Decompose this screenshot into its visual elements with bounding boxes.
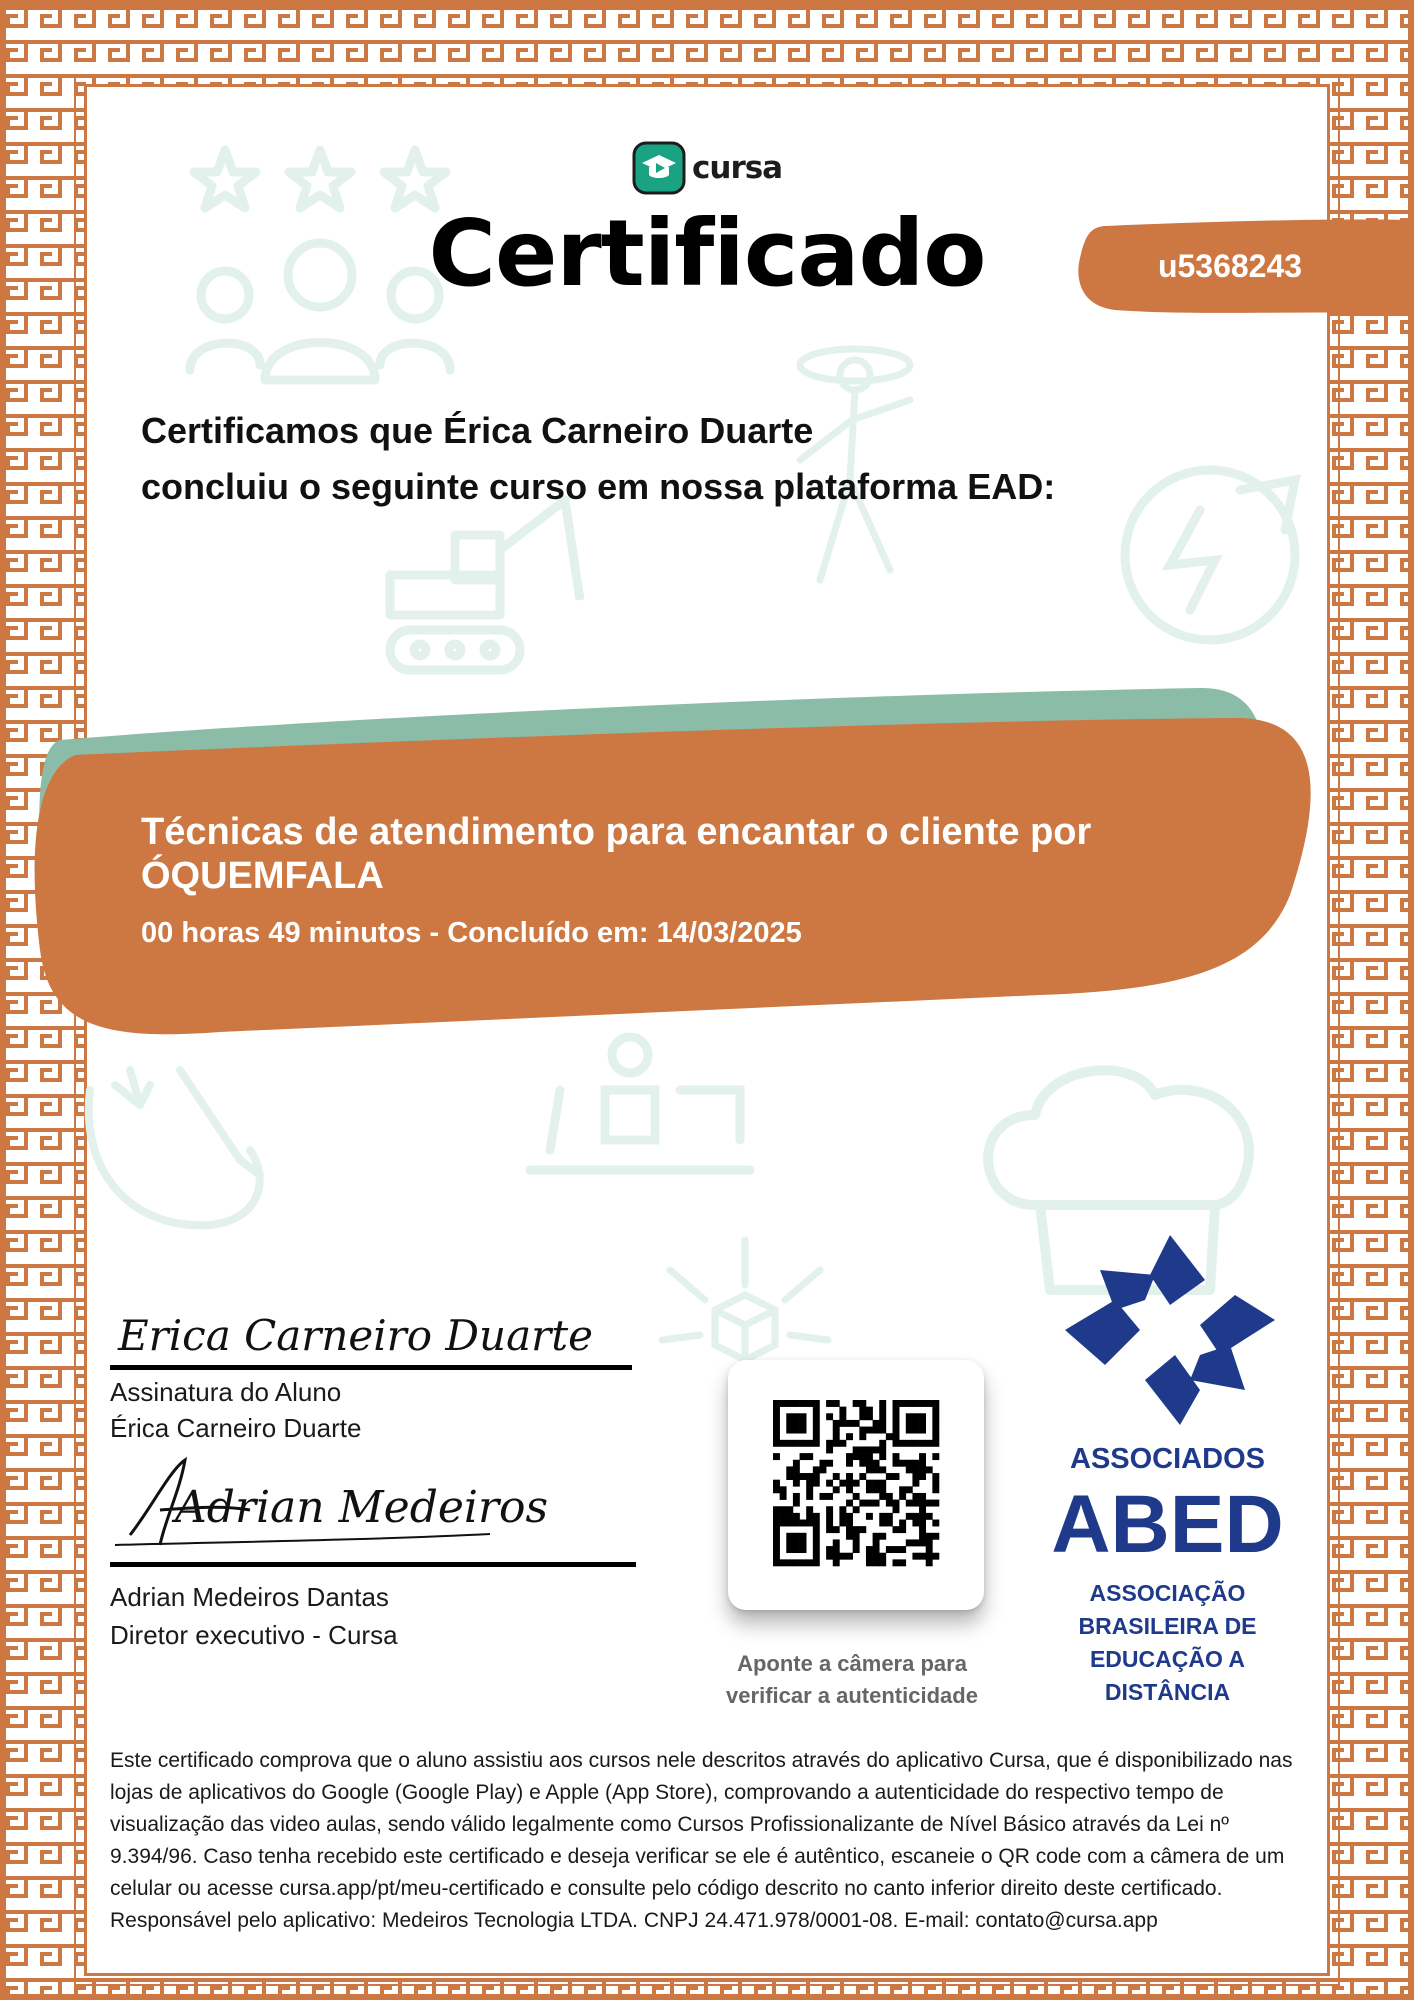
abed-line-2: BRASILEIRA DE bbox=[1078, 1613, 1257, 1639]
qr-code-card[interactable] bbox=[728, 1360, 984, 1610]
cursa-logo-icon bbox=[632, 141, 686, 195]
abed-acronym: ABED bbox=[1051, 1479, 1284, 1570]
director-role: Diretor executivo - Cursa bbox=[110, 1620, 398, 1650]
student-signature-line bbox=[110, 1365, 632, 1370]
certification-prefix: Certificamos que bbox=[141, 410, 444, 451]
footer-legal-text bbox=[110, 1745, 1310, 1937]
student-signature-label: Assinatura do Aluno bbox=[110, 1377, 342, 1407]
welder-watermark bbox=[70, 1030, 270, 1240]
certificate-title: Certificado bbox=[428, 200, 986, 307]
abed-line-1: ASSOCIAÇÃO bbox=[1089, 1580, 1246, 1606]
abed-line-4: DISTÂNCIA bbox=[1104, 1679, 1231, 1705]
abed-logo-icon bbox=[1060, 1230, 1280, 1430]
student-name: Érica Carneiro Duarte bbox=[443, 410, 814, 451]
qr-caption bbox=[700, 1648, 1004, 1712]
footer-responsible: Responsável pelo aplicativo: Medeiros Tecnologia LTDA. CNPJ 24.471.978/0001-08. E-mail: contato@cursa.app bbox=[110, 1909, 1158, 1932]
abed-line-3: EDUCAÇÃO A bbox=[1089, 1646, 1246, 1672]
course-duration-date: 00 horas 49 minutos - Concluído em: 14/03/2025 bbox=[141, 917, 802, 949]
footer-description: Este certificado comprova que o aluno assistiu aos cursos nele descritos através do aplicativo Cursa, que é disponibilizado nas lojas de aplicativos do Google (Google Play) e Apple (App Store), comprovando a autenticidade do respectivo tempo de visualização das video aulas, sendo válido legalmente como Cursos Profissionalizante de Nível Básico através da Lei nº 9.394/96. Caso tenha recebido este certificado e deseja verificar se ele é autêntico, escaneie o QR code com a câmera de um celular ou acesse cursa.app/pt/meu-certificado e consulte pelo código descrito no canto inferior direito deste certificado. bbox=[110, 1749, 1293, 1900]
worker-desk-watermark bbox=[520, 1030, 760, 1180]
electric-tools-watermark bbox=[1110, 450, 1320, 650]
brand-name: cursa bbox=[692, 150, 783, 186]
director-signature bbox=[110, 1450, 549, 1560]
student-signature bbox=[110, 1290, 593, 1370]
certification-statement bbox=[141, 410, 813, 452]
qr-code-icon bbox=[773, 1400, 939, 1566]
qr-caption-line-1: Aponte a câmera para bbox=[737, 1651, 967, 1676]
qr-caption-line-2: verificar a autenticidade bbox=[726, 1683, 978, 1708]
svg-text:Adrian Medeiros: Adrian Medeiros bbox=[175, 1482, 549, 1533]
cursa-logo bbox=[632, 140, 782, 196]
director-signature-line bbox=[110, 1562, 636, 1567]
svg-text:Erica Carneiro Duarte: Erica Carneiro Duarte bbox=[118, 1311, 593, 1360]
course-title: Técnicas de atendimento para encantar o cliente por ÓQUEMFALA bbox=[141, 811, 1092, 897]
director-name: Adrian Medeiros Dantas bbox=[110, 1582, 389, 1612]
student-name-label: Érica Carneiro Duarte bbox=[110, 1413, 362, 1443]
dancer-watermark bbox=[780, 330, 930, 590]
certification-line-2: concluiu o seguinte curso em nossa plataforma EAD: bbox=[141, 466, 1056, 507]
excavator-watermark bbox=[380, 480, 600, 680]
abed-associados: ASSOCIADOS bbox=[1070, 1443, 1265, 1475]
certificate-code: u5368243 bbox=[1157, 247, 1303, 284]
